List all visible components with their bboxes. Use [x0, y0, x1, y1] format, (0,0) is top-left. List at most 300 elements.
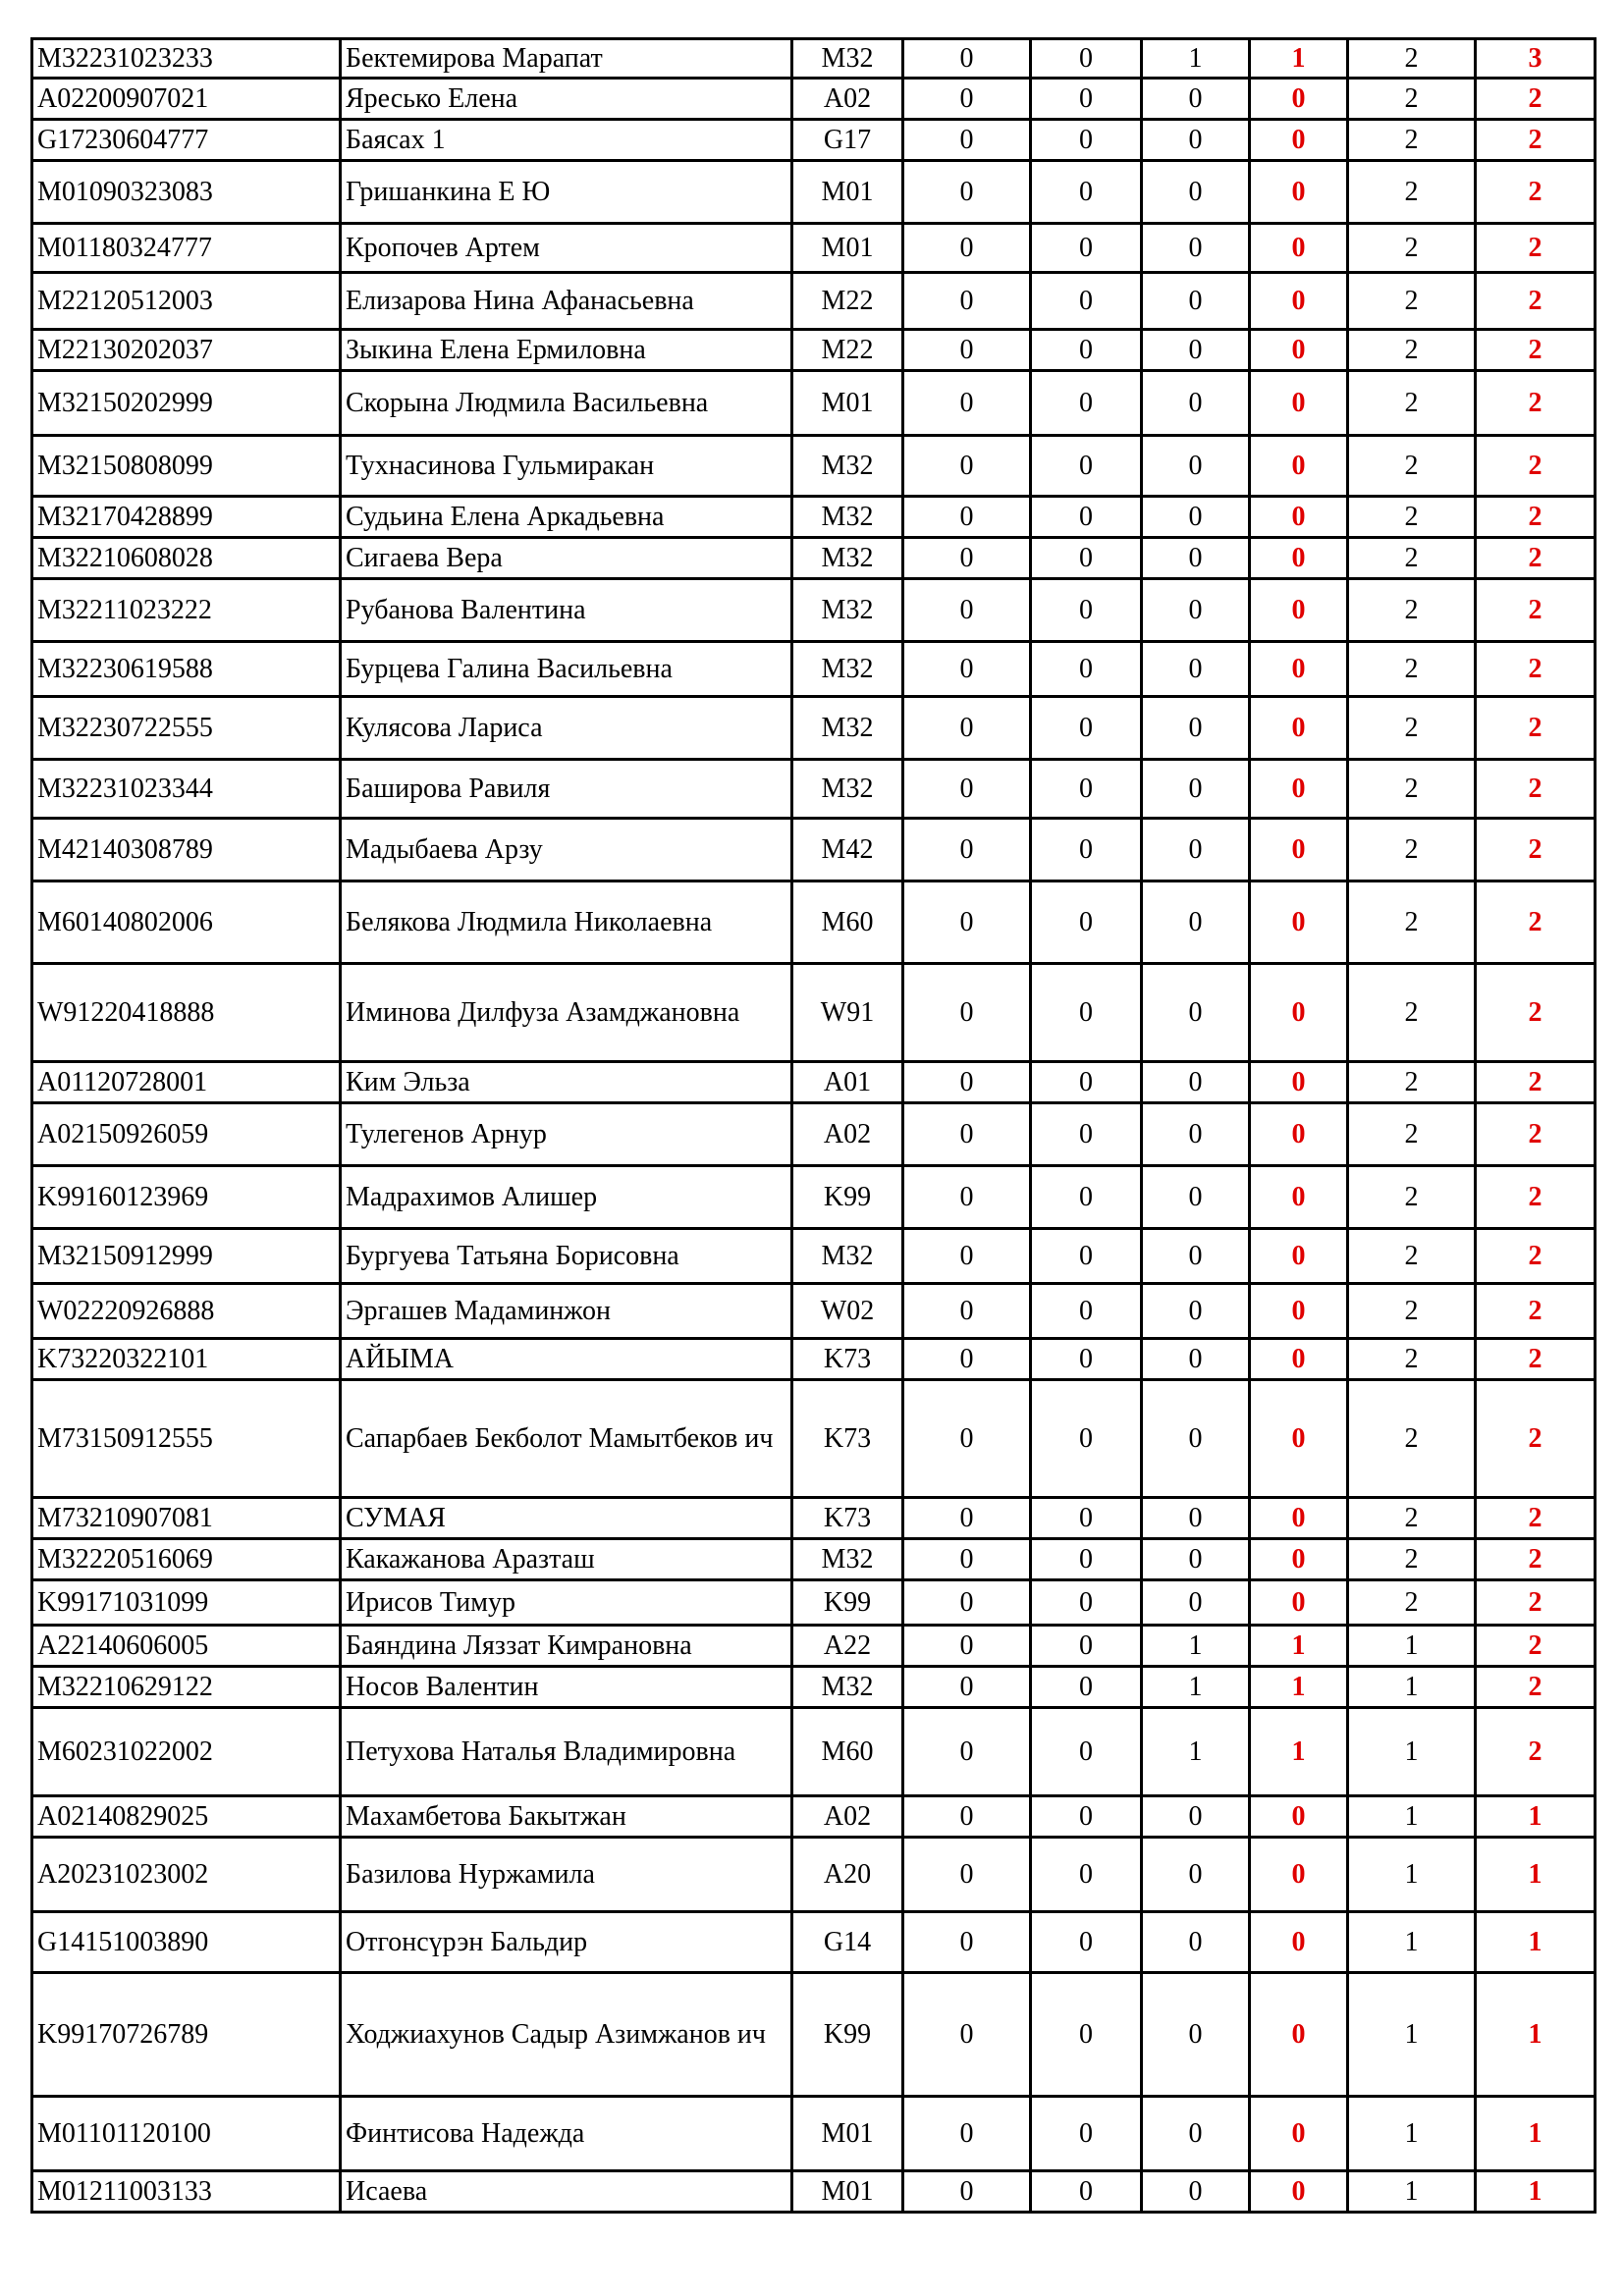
- cell-col1: 0: [903, 964, 1031, 1062]
- cell-total: 2: [1476, 881, 1596, 964]
- cell-group: M01: [792, 2171, 903, 2213]
- cell-total: 2: [1476, 642, 1596, 697]
- cell-group: M32: [792, 697, 903, 760]
- cell-col5: 2: [1348, 1539, 1476, 1580]
- cell-total: 2: [1476, 371, 1596, 436]
- cell-col3: 0: [1142, 881, 1250, 964]
- cell-col3: 0: [1142, 1229, 1250, 1284]
- table-row: [32, 2171, 1596, 2213]
- table-row: [32, 120, 1596, 161]
- cell-group: K73: [792, 1339, 903, 1380]
- cell-col1: 0: [903, 1498, 1031, 1539]
- cell-col4: 0: [1250, 1380, 1348, 1498]
- cell-name: Яресько Елена: [341, 79, 792, 120]
- cell-col4: 0: [1250, 1796, 1348, 1838]
- cell-code: M32150202999: [32, 371, 341, 436]
- table-row: [32, 881, 1596, 964]
- cell-col2: 0: [1031, 39, 1142, 79]
- cell-col5: 2: [1348, 964, 1476, 1062]
- cell-name: Кулясова Лариса: [341, 697, 792, 760]
- cell-col2: 0: [1031, 1380, 1142, 1498]
- cell-col4: 0: [1250, 1103, 1348, 1166]
- cell-group: W91: [792, 964, 903, 1062]
- cell-col1: 0: [903, 579, 1031, 642]
- cell-col2: 0: [1031, 1580, 1142, 1626]
- table-row: [32, 273, 1596, 330]
- cell-code: K99171031099: [32, 1580, 341, 1626]
- cell-col4: 0: [1250, 2097, 1348, 2171]
- cell-col2: 0: [1031, 1838, 1142, 1912]
- cell-total: 2: [1476, 819, 1596, 881]
- cell-code: G14151003890: [32, 1912, 341, 1973]
- table-row: [32, 819, 1596, 881]
- cell-group: M32: [792, 1539, 903, 1580]
- cell-name: Бурцева Галина Васильевна: [341, 642, 792, 697]
- cell-col3: 0: [1142, 819, 1250, 881]
- cell-col5: 2: [1348, 579, 1476, 642]
- cell-group: M60: [792, 881, 903, 964]
- cell-code: K99170726789: [32, 1973, 341, 2097]
- cell-total: 2: [1476, 330, 1596, 371]
- cell-col4: 1: [1250, 1708, 1348, 1796]
- cell-col1: 0: [903, 1580, 1031, 1626]
- cell-name: Ким Эльза: [341, 1062, 792, 1103]
- cell-total: 2: [1476, 1708, 1596, 1796]
- cell-total: 2: [1476, 1626, 1596, 1667]
- cell-col2: 0: [1031, 881, 1142, 964]
- cell-col1: 0: [903, 642, 1031, 697]
- cell-col1: 0: [903, 1838, 1031, 1912]
- cell-name: Иминова Дилфуза Азамджановна: [341, 964, 792, 1062]
- cell-col3: 0: [1142, 1912, 1250, 1973]
- table-row: [32, 1796, 1596, 1838]
- cell-col1: 0: [903, 2097, 1031, 2171]
- cell-group: M32: [792, 642, 903, 697]
- cell-col1: 0: [903, 2171, 1031, 2213]
- table-row: [32, 964, 1596, 1062]
- cell-col4: 0: [1250, 1498, 1348, 1539]
- cell-col4: 0: [1250, 760, 1348, 819]
- cell-code: M32210629122: [32, 1667, 341, 1708]
- cell-col5: 2: [1348, 1103, 1476, 1166]
- cell-col1: 0: [903, 1284, 1031, 1339]
- table-row: [32, 1912, 1596, 1973]
- table-row: [32, 161, 1596, 224]
- table-row: [32, 497, 1596, 538]
- table-row: [32, 1229, 1596, 1284]
- cell-col5: 2: [1348, 224, 1476, 273]
- table-row: [32, 1284, 1596, 1339]
- cell-name: Эргашев Мадаминжон: [341, 1284, 792, 1339]
- cell-col2: 0: [1031, 1708, 1142, 1796]
- cell-group: K73: [792, 1498, 903, 1539]
- cell-group: K73: [792, 1380, 903, 1498]
- cell-name: Бектемирова Марапат: [341, 39, 792, 79]
- cell-code: A02150926059: [32, 1103, 341, 1166]
- cell-col3: 0: [1142, 1062, 1250, 1103]
- cell-total: 2: [1476, 497, 1596, 538]
- cell-col5: 2: [1348, 1062, 1476, 1103]
- cell-code: M32231023233: [32, 39, 341, 79]
- cell-group: K99: [792, 1973, 903, 2097]
- cell-name: Носов Валентин: [341, 1667, 792, 1708]
- cell-col1: 0: [903, 79, 1031, 120]
- cell-col2: 0: [1031, 1284, 1142, 1339]
- cell-name: Сапарбаев Бекболот Мамытбеков ич: [341, 1380, 792, 1498]
- cell-col5: 2: [1348, 273, 1476, 330]
- cell-total: 2: [1476, 1498, 1596, 1539]
- cell-col3: 0: [1142, 538, 1250, 579]
- cell-col5: 2: [1348, 1339, 1476, 1380]
- cell-name: Судьина Елена Аркадьевна: [341, 497, 792, 538]
- cell-code: M42140308789: [32, 819, 341, 881]
- cell-col5: 2: [1348, 760, 1476, 819]
- cell-col2: 0: [1031, 1912, 1142, 1973]
- cell-col5: 2: [1348, 371, 1476, 436]
- cell-group: K99: [792, 1166, 903, 1229]
- cell-group: M01: [792, 2097, 903, 2171]
- cell-col5: 1: [1348, 2097, 1476, 2171]
- cell-total: 1: [1476, 2171, 1596, 2213]
- table-row: [32, 538, 1596, 579]
- table-row: [32, 1667, 1596, 1708]
- cell-col4: 0: [1250, 330, 1348, 371]
- cell-group: A02: [792, 1103, 903, 1166]
- cell-col1: 0: [903, 371, 1031, 436]
- cell-total: 2: [1476, 224, 1596, 273]
- cell-code: A22140606005: [32, 1626, 341, 1667]
- cell-col1: 0: [903, 538, 1031, 579]
- cell-col3: 0: [1142, 760, 1250, 819]
- cell-col2: 0: [1031, 697, 1142, 760]
- cell-group: K99: [792, 1580, 903, 1626]
- cell-code: M32210608028: [32, 538, 341, 579]
- cell-name: Скорына Людмила Васильевна: [341, 371, 792, 436]
- cell-col2: 0: [1031, 1539, 1142, 1580]
- cell-total: 2: [1476, 1166, 1596, 1229]
- cell-code: W02220926888: [32, 1284, 341, 1339]
- cell-col3: 0: [1142, 2171, 1250, 2213]
- cell-col4: 0: [1250, 964, 1348, 1062]
- cell-total: 2: [1476, 436, 1596, 497]
- table-row: [32, 1166, 1596, 1229]
- cell-name: Рубанова Валентина: [341, 579, 792, 642]
- cell-col2: 0: [1031, 497, 1142, 538]
- cell-col1: 0: [903, 224, 1031, 273]
- table-row: [32, 697, 1596, 760]
- cell-name: Баяндина Ляззат Кимрановна: [341, 1626, 792, 1667]
- cell-col4: 0: [1250, 1838, 1348, 1912]
- cell-col5: 2: [1348, 436, 1476, 497]
- cell-group: W02: [792, 1284, 903, 1339]
- cell-col2: 0: [1031, 1973, 1142, 2097]
- cell-group: M01: [792, 371, 903, 436]
- cell-col1: 0: [903, 1166, 1031, 1229]
- cell-col3: 0: [1142, 436, 1250, 497]
- table-row: [32, 1380, 1596, 1498]
- cell-col3: 0: [1142, 371, 1250, 436]
- cell-col4: 0: [1250, 881, 1348, 964]
- cell-col1: 0: [903, 273, 1031, 330]
- cell-col2: 0: [1031, 1339, 1142, 1380]
- cell-col4: 0: [1250, 371, 1348, 436]
- cell-col5: 2: [1348, 697, 1476, 760]
- cell-col1: 0: [903, 1539, 1031, 1580]
- cell-col3: 0: [1142, 161, 1250, 224]
- cell-col2: 0: [1031, 2171, 1142, 2213]
- cell-name: Гришанкина Е Ю: [341, 161, 792, 224]
- cell-col5: 2: [1348, 881, 1476, 964]
- cell-total: 1: [1476, 1912, 1596, 1973]
- cell-col4: 0: [1250, 1580, 1348, 1626]
- table-row: [32, 224, 1596, 273]
- cell-group: A20: [792, 1838, 903, 1912]
- cell-col5: 2: [1348, 1580, 1476, 1626]
- cell-col2: 0: [1031, 120, 1142, 161]
- cell-total: 2: [1476, 79, 1596, 120]
- cell-name: Белякова Людмила Николаевна: [341, 881, 792, 964]
- cell-total: 2: [1476, 1339, 1596, 1380]
- cell-col4: 0: [1250, 697, 1348, 760]
- cell-name: Махамбетова Бакытжан: [341, 1796, 792, 1838]
- cell-total: 2: [1476, 1062, 1596, 1103]
- cell-code: K73220322101: [32, 1339, 341, 1380]
- cell-group: M01: [792, 161, 903, 224]
- cell-col5: 1: [1348, 1708, 1476, 1796]
- cell-col2: 0: [1031, 1229, 1142, 1284]
- cell-col2: 0: [1031, 330, 1142, 371]
- cell-col2: 0: [1031, 273, 1142, 330]
- table-row: [32, 371, 1596, 436]
- cell-col3: 0: [1142, 273, 1250, 330]
- cell-total: 2: [1476, 1229, 1596, 1284]
- cell-total: 1: [1476, 1838, 1596, 1912]
- cell-col4: 0: [1250, 120, 1348, 161]
- cell-total: 2: [1476, 1284, 1596, 1339]
- table-row: [32, 436, 1596, 497]
- cell-col5: 1: [1348, 1626, 1476, 1667]
- cell-col5: 2: [1348, 1166, 1476, 1229]
- cell-col3: 1: [1142, 1626, 1250, 1667]
- table-row: [32, 1103, 1596, 1166]
- cell-col1: 0: [903, 120, 1031, 161]
- cell-col4: 0: [1250, 538, 1348, 579]
- cell-col4: 0: [1250, 273, 1348, 330]
- table-row: [32, 642, 1596, 697]
- cell-total: 3: [1476, 39, 1596, 79]
- cell-col1: 0: [903, 697, 1031, 760]
- table-row: [32, 39, 1596, 79]
- cell-col4: 0: [1250, 1284, 1348, 1339]
- cell-name: Петухова Наталья Владимировна: [341, 1708, 792, 1796]
- cell-col3: 0: [1142, 330, 1250, 371]
- cell-col5: 2: [1348, 39, 1476, 79]
- cell-code: M32230722555: [32, 697, 341, 760]
- results-table-body: [32, 39, 1596, 2213]
- cell-group: M42: [792, 819, 903, 881]
- cell-name: Базилова Нуржамила: [341, 1838, 792, 1912]
- cell-col3: 0: [1142, 1580, 1250, 1626]
- cell-col3: 1: [1142, 1667, 1250, 1708]
- table-row: [32, 1708, 1596, 1796]
- cell-total: 2: [1476, 120, 1596, 161]
- cell-col2: 0: [1031, 1103, 1142, 1166]
- cell-col3: 0: [1142, 1973, 1250, 2097]
- cell-col3: 0: [1142, 1498, 1250, 1539]
- cell-total: 2: [1476, 161, 1596, 224]
- cell-col1: 0: [903, 1339, 1031, 1380]
- cell-code: M32230619588: [32, 642, 341, 697]
- cell-col2: 0: [1031, 1498, 1142, 1539]
- cell-col1: 0: [903, 1380, 1031, 1498]
- cell-col4: 0: [1250, 819, 1348, 881]
- cell-col3: 0: [1142, 579, 1250, 642]
- cell-total: 2: [1476, 1103, 1596, 1166]
- cell-col1: 0: [903, 1667, 1031, 1708]
- cell-col1: 0: [903, 1973, 1031, 2097]
- cell-col2: 0: [1031, 79, 1142, 120]
- cell-total: 2: [1476, 273, 1596, 330]
- cell-code: M22130202037: [32, 330, 341, 371]
- cell-name: СУМАЯ: [341, 1498, 792, 1539]
- cell-group: G17: [792, 120, 903, 161]
- cell-col4: 0: [1250, 436, 1348, 497]
- cell-col4: 0: [1250, 1062, 1348, 1103]
- cell-col1: 0: [903, 881, 1031, 964]
- cell-col5: 2: [1348, 1498, 1476, 1539]
- cell-col5: 1: [1348, 1667, 1476, 1708]
- cell-col3: 0: [1142, 497, 1250, 538]
- table-row: [32, 1339, 1596, 1380]
- cell-total: 2: [1476, 579, 1596, 642]
- table-row: [32, 760, 1596, 819]
- cell-col3: 0: [1142, 1166, 1250, 1229]
- cell-code: M32231023344: [32, 760, 341, 819]
- cell-col1: 0: [903, 330, 1031, 371]
- cell-col2: 0: [1031, 642, 1142, 697]
- cell-group: M22: [792, 330, 903, 371]
- table-row: [32, 1539, 1596, 1580]
- cell-col2: 0: [1031, 371, 1142, 436]
- cell-col4: 1: [1250, 1667, 1348, 1708]
- cell-total: 2: [1476, 1667, 1596, 1708]
- cell-name: Кропочев Артем: [341, 224, 792, 273]
- cell-group: M60: [792, 1708, 903, 1796]
- table-row: [32, 1580, 1596, 1626]
- cell-col1: 0: [903, 1229, 1031, 1284]
- cell-col3: 0: [1142, 1796, 1250, 1838]
- cell-group: M22: [792, 273, 903, 330]
- cell-col3: 1: [1142, 39, 1250, 79]
- cell-code: M01101120100: [32, 2097, 341, 2171]
- cell-col2: 0: [1031, 224, 1142, 273]
- cell-code: M32150808099: [32, 436, 341, 497]
- cell-col2: 0: [1031, 436, 1142, 497]
- cell-code: W91220418888: [32, 964, 341, 1062]
- cell-group: A22: [792, 1626, 903, 1667]
- cell-col5: 2: [1348, 1380, 1476, 1498]
- cell-col2: 0: [1031, 579, 1142, 642]
- cell-name: Мадрахимов Алишер: [341, 1166, 792, 1229]
- cell-col4: 0: [1250, 579, 1348, 642]
- cell-col1: 0: [903, 436, 1031, 497]
- cell-col4: 0: [1250, 1229, 1348, 1284]
- cell-group: M32: [792, 760, 903, 819]
- cell-col5: 2: [1348, 1229, 1476, 1284]
- cell-code: M60140802006: [32, 881, 341, 964]
- cell-col5: 2: [1348, 120, 1476, 161]
- cell-group: A01: [792, 1062, 903, 1103]
- cell-code: A02200907021: [32, 79, 341, 120]
- cell-col4: 0: [1250, 642, 1348, 697]
- cell-col1: 0: [903, 1912, 1031, 1973]
- cell-total: 2: [1476, 538, 1596, 579]
- cell-code: M01180324777: [32, 224, 341, 273]
- cell-name: Сигаева Вера: [341, 538, 792, 579]
- cell-name: Тухнасинова Гульмиракан: [341, 436, 792, 497]
- cell-col2: 0: [1031, 964, 1142, 1062]
- cell-name: Ирисов Тимур: [341, 1580, 792, 1626]
- cell-col5: 1: [1348, 1973, 1476, 2097]
- table-row: [32, 330, 1596, 371]
- cell-col4: 1: [1250, 39, 1348, 79]
- cell-name: АЙЫМА: [341, 1339, 792, 1380]
- cell-col5: 2: [1348, 538, 1476, 579]
- cell-col5: 2: [1348, 79, 1476, 120]
- cell-total: 1: [1476, 2097, 1596, 2171]
- cell-code: M73150912555: [32, 1380, 341, 1498]
- cell-col4: 0: [1250, 2171, 1348, 2213]
- cell-name: Финтисова Надежда: [341, 2097, 792, 2171]
- cell-name: Исаева: [341, 2171, 792, 2213]
- cell-code: A02140829025: [32, 1796, 341, 1838]
- table-row: [32, 79, 1596, 120]
- cell-group: M32: [792, 1667, 903, 1708]
- table-row: [32, 1498, 1596, 1539]
- cell-col3: 0: [1142, 1380, 1250, 1498]
- cell-name: Какажанова Аразташ: [341, 1539, 792, 1580]
- table-row: [32, 1626, 1596, 1667]
- results-table: [30, 37, 1597, 2214]
- cell-group: M32: [792, 39, 903, 79]
- cell-code: A01120728001: [32, 1062, 341, 1103]
- table-row: [32, 579, 1596, 642]
- cell-col4: 0: [1250, 79, 1348, 120]
- cell-group: M32: [792, 436, 903, 497]
- cell-col5: 1: [1348, 1838, 1476, 1912]
- cell-name: Баширова Равиля: [341, 760, 792, 819]
- cell-col3: 0: [1142, 1284, 1250, 1339]
- cell-name: Бургуева Татьяна Борисовна: [341, 1229, 792, 1284]
- cell-col3: 0: [1142, 642, 1250, 697]
- cell-code: M32220516069: [32, 1539, 341, 1580]
- cell-col2: 0: [1031, 538, 1142, 579]
- cell-name: Зыкина Елена Ермиловна: [341, 330, 792, 371]
- cell-col2: 0: [1031, 1062, 1142, 1103]
- cell-col2: 0: [1031, 161, 1142, 224]
- cell-col3: 0: [1142, 1539, 1250, 1580]
- cell-col1: 0: [903, 39, 1031, 79]
- cell-group: A02: [792, 1796, 903, 1838]
- cell-col5: 2: [1348, 161, 1476, 224]
- cell-total: 2: [1476, 760, 1596, 819]
- cell-col4: 0: [1250, 1166, 1348, 1229]
- cell-col5: 2: [1348, 1284, 1476, 1339]
- cell-col3: 0: [1142, 1103, 1250, 1166]
- cell-col4: 0: [1250, 1912, 1348, 1973]
- cell-code: M01211003133: [32, 2171, 341, 2213]
- cell-col4: 1: [1250, 1626, 1348, 1667]
